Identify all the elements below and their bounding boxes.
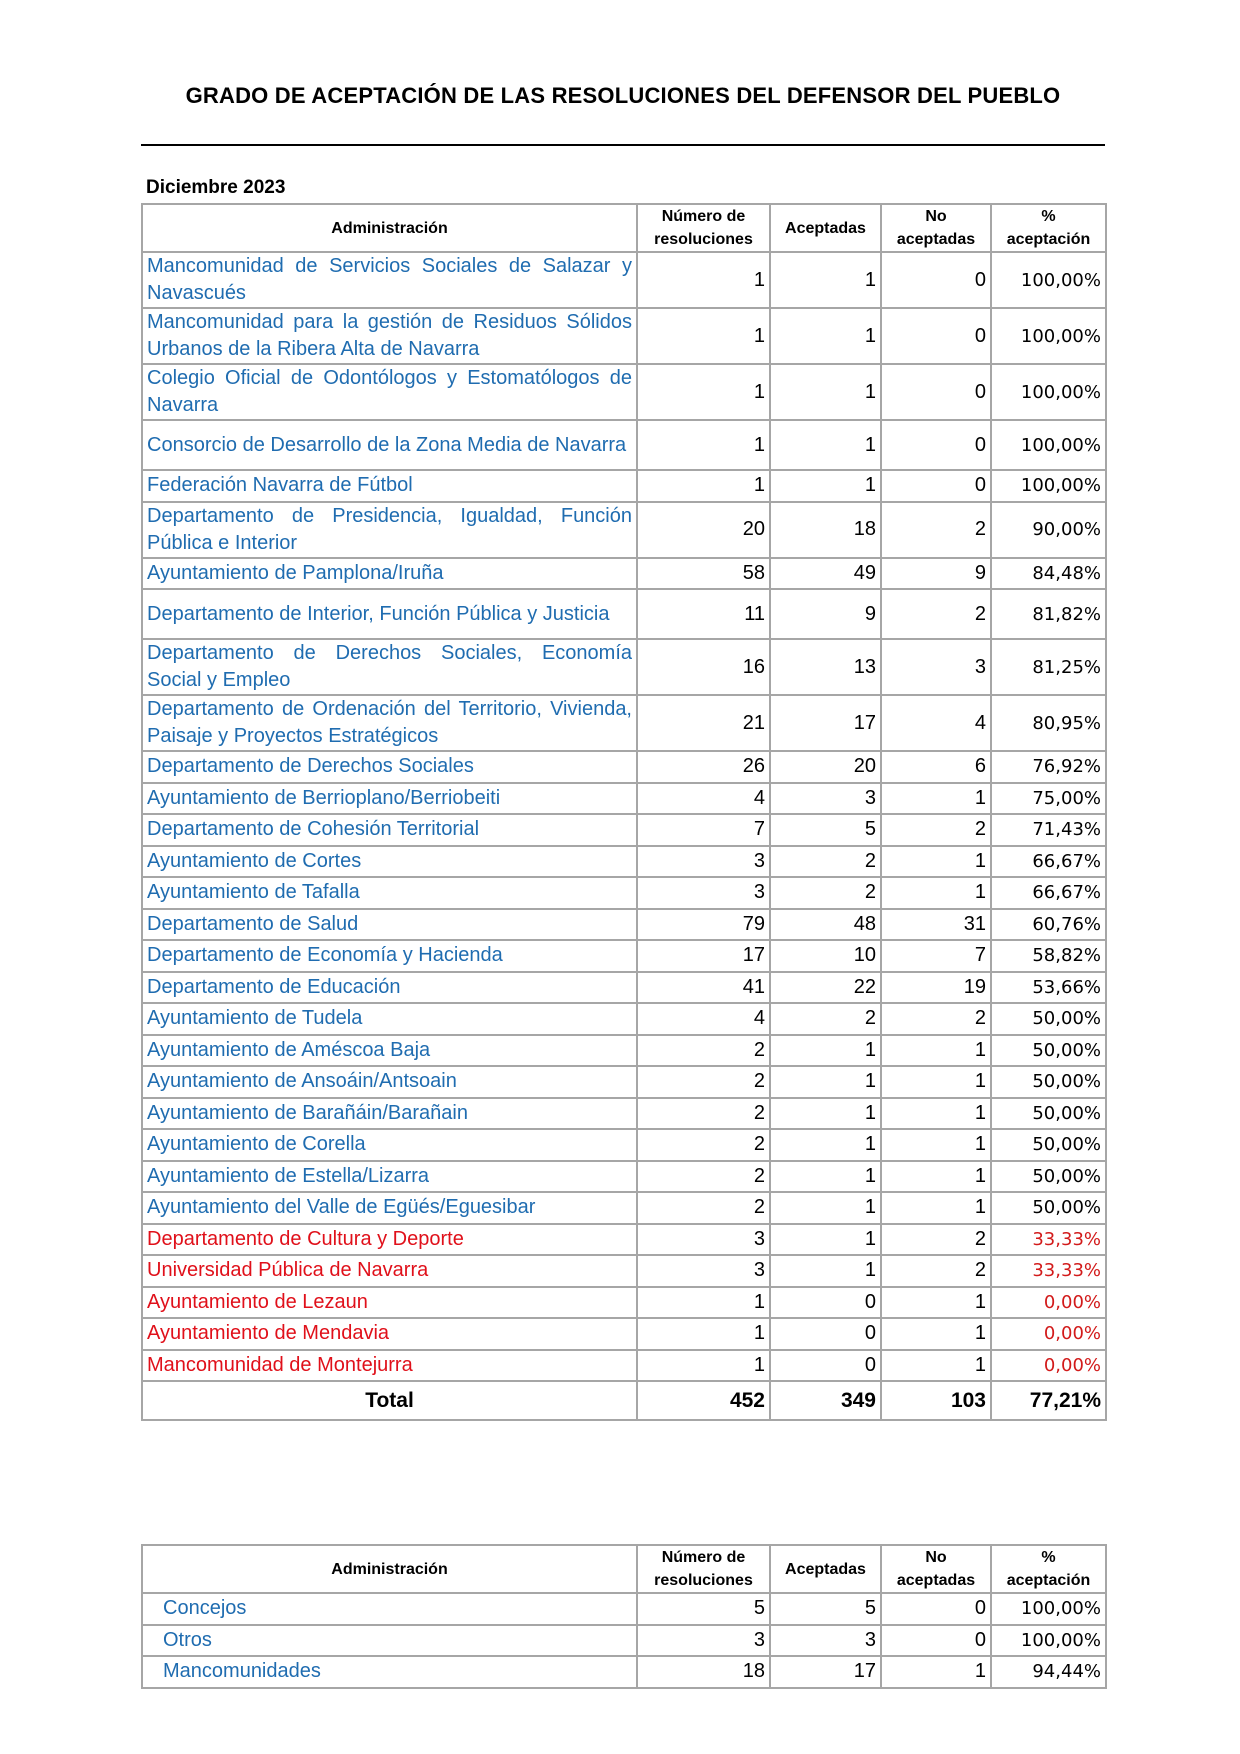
administracion-name: Departamento de Interior, Función Pública y Justicia bbox=[142, 589, 637, 639]
aceptacion-percent: 84,48% bbox=[991, 558, 1106, 590]
no-aceptadas-count: 19 bbox=[881, 972, 991, 1004]
resoluciones-count: 41 bbox=[637, 972, 770, 1004]
table-row bbox=[142, 1161, 1106, 1193]
resoluciones-count: 79 bbox=[637, 909, 770, 941]
no-aceptadas-count: 7 bbox=[881, 940, 991, 972]
aceptadas-count: 22 bbox=[770, 972, 881, 1004]
aceptacion-percent: 33,33% bbox=[991, 1224, 1106, 1256]
administracion-name: Colegio Oficial de Odontólogos y Estomatólogos de Navarra bbox=[142, 364, 637, 420]
aceptadas-count: 2 bbox=[770, 877, 881, 909]
aceptacion-percent: 60,76% bbox=[991, 909, 1106, 941]
no-aceptadas-count: 0 bbox=[881, 308, 991, 364]
summary-aceptacion-percent: 100,00% bbox=[991, 1593, 1106, 1625]
aceptacion-percent: 33,33% bbox=[991, 1255, 1106, 1287]
no-aceptadas-count: 2 bbox=[881, 1003, 991, 1035]
summary-col-header-no-aceptadas: No aceptadas bbox=[881, 1545, 991, 1593]
administracion-name: Departamento de Ordenación del Territorio, Vivienda, Paisaje y Proyectos Estratégicos bbox=[142, 695, 637, 751]
no-aceptadas-count: 0 bbox=[881, 420, 991, 470]
aceptacion-percent: 81,25% bbox=[991, 639, 1106, 695]
aceptacion-percent: 50,00% bbox=[991, 1161, 1106, 1193]
table-row bbox=[142, 470, 1106, 502]
aceptadas-count: 13 bbox=[770, 639, 881, 695]
table-row bbox=[142, 1350, 1106, 1382]
administracion-name: Departamento de Derechos Sociales, Economía Social y Empleo bbox=[142, 639, 637, 695]
col-header-porcentaje: % aceptación bbox=[991, 204, 1106, 252]
administracion-name: Ayuntamiento de Mendavia bbox=[142, 1318, 637, 1350]
aceptacion-percent: 50,00% bbox=[991, 1098, 1106, 1130]
resoluciones-count: 2 bbox=[637, 1129, 770, 1161]
table-row bbox=[142, 1003, 1106, 1035]
aceptadas-count: 48 bbox=[770, 909, 881, 941]
title-divider bbox=[141, 144, 1105, 146]
aceptacion-percent: 0,00% bbox=[991, 1318, 1106, 1350]
resoluciones-count: 11 bbox=[637, 589, 770, 639]
summary-aceptacion-percent: 100,00% bbox=[991, 1625, 1106, 1657]
table-row bbox=[142, 558, 1106, 590]
aceptacion-percent: 53,66% bbox=[991, 972, 1106, 1004]
administracion-name: Ayuntamiento de Cortes bbox=[142, 846, 637, 878]
summary-no-aceptadas-count: 0 bbox=[881, 1625, 991, 1657]
resoluciones-count: 21 bbox=[637, 695, 770, 751]
aceptadas-count: 1 bbox=[770, 1255, 881, 1287]
table-row bbox=[142, 364, 1106, 420]
no-aceptadas-count: 0 bbox=[881, 364, 991, 420]
table-row bbox=[142, 783, 1106, 815]
aceptadas-count: 1 bbox=[770, 1192, 881, 1224]
aceptadas-count: 1 bbox=[770, 1224, 881, 1256]
table-row bbox=[142, 308, 1106, 364]
no-aceptadas-count: 1 bbox=[881, 1287, 991, 1319]
administracion-name: Departamento de Salud bbox=[142, 909, 637, 941]
administracion-name: Mancomunidad de Montejurra bbox=[142, 1350, 637, 1382]
summary-row bbox=[142, 1593, 1106, 1625]
administracion-name: Departamento de Presidencia, Igualdad, Función Pública e Interior bbox=[142, 502, 637, 558]
aceptacion-percent: 76,92% bbox=[991, 751, 1106, 783]
aceptacion-percent: 50,00% bbox=[991, 1003, 1106, 1035]
summary-no-aceptadas-count: 0 bbox=[881, 1593, 991, 1625]
administracion-name: Departamento de Economía y Hacienda bbox=[142, 940, 637, 972]
administracion-name: Departamento de Educación bbox=[142, 972, 637, 1004]
aceptadas-count: 0 bbox=[770, 1287, 881, 1319]
administracion-name: Ayuntamiento de Berrioplano/Berriobeiti bbox=[142, 783, 637, 815]
resoluciones-count: 1 bbox=[637, 470, 770, 502]
table-row bbox=[142, 1129, 1106, 1161]
resoluciones-count: 1 bbox=[637, 308, 770, 364]
summary-col-header-administracion: Administración bbox=[142, 1545, 637, 1593]
administracion-name: Ayuntamiento de Barañáin/Barañain bbox=[142, 1098, 637, 1130]
table-row bbox=[142, 940, 1106, 972]
resoluciones-count: 26 bbox=[637, 751, 770, 783]
administracion-name: Departamento de Derechos Sociales bbox=[142, 751, 637, 783]
resoluciones-count: 2 bbox=[637, 1161, 770, 1193]
aceptadas-count: 1 bbox=[770, 1161, 881, 1193]
table-row bbox=[142, 589, 1106, 639]
resoluciones-count: 3 bbox=[637, 877, 770, 909]
aceptadas-count: 2 bbox=[770, 1003, 881, 1035]
total-aceptadas: 349 bbox=[770, 1381, 881, 1420]
summary-administracion-name: Mancomunidades bbox=[142, 1656, 637, 1688]
resoluciones-count: 1 bbox=[637, 1318, 770, 1350]
administracion-name: Universidad Pública de Navarra bbox=[142, 1255, 637, 1287]
table-row bbox=[142, 639, 1106, 695]
summary-col-header-aceptadas: Aceptadas bbox=[770, 1545, 881, 1593]
aceptadas-count: 1 bbox=[770, 420, 881, 470]
col-header-administracion: Administración bbox=[142, 204, 637, 252]
aceptacion-percent: 100,00% bbox=[991, 252, 1106, 308]
summary-header-row bbox=[142, 1545, 1106, 1593]
summary-aceptadas-count: 17 bbox=[770, 1656, 881, 1688]
aceptadas-count: 1 bbox=[770, 308, 881, 364]
table-row bbox=[142, 1318, 1106, 1350]
aceptadas-count: 17 bbox=[770, 695, 881, 751]
resoluciones-count: 1 bbox=[637, 1350, 770, 1382]
table-row bbox=[142, 877, 1106, 909]
aceptacion-percent: 0,00% bbox=[991, 1287, 1106, 1319]
no-aceptadas-count: 2 bbox=[881, 1255, 991, 1287]
page-title: GRADO DE ACEPTACIÓN DE LAS RESOLUCIONES DEL DEFENSOR DEL PUEBLO bbox=[185, 83, 1061, 108]
resolutions-table bbox=[141, 203, 1107, 1421]
resoluciones-count: 20 bbox=[637, 502, 770, 558]
administracion-name: Departamento de Cultura y Deporte bbox=[142, 1224, 637, 1256]
no-aceptadas-count: 6 bbox=[881, 751, 991, 783]
resoluciones-count: 16 bbox=[637, 639, 770, 695]
no-aceptadas-count: 1 bbox=[881, 1161, 991, 1193]
table-row bbox=[142, 1224, 1106, 1256]
resoluciones-count: 58 bbox=[637, 558, 770, 590]
administracion-name: Ayuntamiento de Lezaun bbox=[142, 1287, 637, 1319]
aceptadas-count: 10 bbox=[770, 940, 881, 972]
no-aceptadas-count: 1 bbox=[881, 1098, 991, 1130]
table-row bbox=[142, 502, 1106, 558]
resoluciones-count: 17 bbox=[637, 940, 770, 972]
no-aceptadas-count: 2 bbox=[881, 814, 991, 846]
table-row bbox=[142, 1035, 1106, 1067]
administracion-name: Mancomunidad para la gestión de Residuos Sólidos Urbanos de la Ribera Alta de Navarra bbox=[142, 308, 637, 364]
total-row bbox=[142, 1381, 1106, 1420]
administracion-name: Ayuntamiento de Tudela bbox=[142, 1003, 637, 1035]
administracion-name: Consorcio de Desarrollo de la Zona Media de Navarra bbox=[142, 420, 637, 470]
summary-no-aceptadas-count: 1 bbox=[881, 1656, 991, 1688]
aceptadas-count: 5 bbox=[770, 814, 881, 846]
period-label: Diciembre 2023 bbox=[146, 177, 286, 198]
total-no-aceptadas: 103 bbox=[881, 1381, 991, 1420]
aceptadas-count: 1 bbox=[770, 1129, 881, 1161]
resoluciones-count: 2 bbox=[637, 1035, 770, 1067]
aceptacion-percent: 100,00% bbox=[991, 470, 1106, 502]
resoluciones-count: 2 bbox=[637, 1098, 770, 1130]
summary-administracion-name: Concejos bbox=[142, 1593, 637, 1625]
summary-table bbox=[141, 1544, 1107, 1689]
resoluciones-count: 1 bbox=[637, 420, 770, 470]
administracion-name: Departamento de Cohesión Territorial bbox=[142, 814, 637, 846]
resoluciones-count: 3 bbox=[637, 1255, 770, 1287]
resoluciones-count: 2 bbox=[637, 1066, 770, 1098]
aceptacion-percent: 58,82% bbox=[991, 940, 1106, 972]
aceptadas-count: 1 bbox=[770, 1098, 881, 1130]
no-aceptadas-count: 1 bbox=[881, 1035, 991, 1067]
administracion-name: Ayuntamiento de Améscoa Baja bbox=[142, 1035, 637, 1067]
aceptadas-count: 49 bbox=[770, 558, 881, 590]
no-aceptadas-count: 1 bbox=[881, 1350, 991, 1382]
aceptadas-count: 1 bbox=[770, 1066, 881, 1098]
no-aceptadas-count: 0 bbox=[881, 252, 991, 308]
col-header-resoluciones: Número de resoluciones bbox=[637, 204, 770, 252]
summary-aceptadas-count: 5 bbox=[770, 1593, 881, 1625]
table-row bbox=[142, 1255, 1106, 1287]
resoluciones-count: 1 bbox=[637, 364, 770, 420]
aceptacion-percent: 66,67% bbox=[991, 846, 1106, 878]
table-row bbox=[142, 814, 1106, 846]
table-header-row bbox=[142, 204, 1106, 252]
aceptacion-percent: 66,67% bbox=[991, 877, 1106, 909]
total-resoluciones: 452 bbox=[637, 1381, 770, 1420]
administracion-name: Ayuntamiento de Corella bbox=[142, 1129, 637, 1161]
aceptadas-count: 2 bbox=[770, 846, 881, 878]
summary-aceptadas-count: 3 bbox=[770, 1625, 881, 1657]
aceptacion-percent: 50,00% bbox=[991, 1035, 1106, 1067]
no-aceptadas-count: 1 bbox=[881, 783, 991, 815]
aceptadas-count: 20 bbox=[770, 751, 881, 783]
resoluciones-count: 1 bbox=[637, 1287, 770, 1319]
summary-aceptacion-percent: 94,44% bbox=[991, 1656, 1106, 1688]
no-aceptadas-count: 4 bbox=[881, 695, 991, 751]
aceptacion-percent: 100,00% bbox=[991, 420, 1106, 470]
summary-col-header-porcentaje: % aceptación bbox=[991, 1545, 1106, 1593]
table-row bbox=[142, 252, 1106, 308]
no-aceptadas-count: 2 bbox=[881, 589, 991, 639]
no-aceptadas-count: 31 bbox=[881, 909, 991, 941]
administracion-name: Ayuntamiento de Pamplona/Iruña bbox=[142, 558, 637, 590]
aceptacion-percent: 80,95% bbox=[991, 695, 1106, 751]
administracion-name: Ayuntamiento de Tafalla bbox=[142, 877, 637, 909]
aceptacion-percent: 0,00% bbox=[991, 1350, 1106, 1382]
administracion-name: Ayuntamiento de Ansoáin/Antsoain bbox=[142, 1066, 637, 1098]
no-aceptadas-count: 1 bbox=[881, 1066, 991, 1098]
total-porcentaje: 77,21% bbox=[991, 1381, 1106, 1420]
table-row bbox=[142, 1066, 1106, 1098]
summary-resoluciones-count: 18 bbox=[637, 1656, 770, 1688]
resoluciones-count: 4 bbox=[637, 783, 770, 815]
resoluciones-count: 1 bbox=[637, 252, 770, 308]
aceptadas-count: 3 bbox=[770, 783, 881, 815]
aceptacion-percent: 71,43% bbox=[991, 814, 1106, 846]
table-row bbox=[142, 909, 1106, 941]
no-aceptadas-count: 2 bbox=[881, 1224, 991, 1256]
summary-col-header-resoluciones: Número de resoluciones bbox=[637, 1545, 770, 1593]
resoluciones-count: 4 bbox=[637, 1003, 770, 1035]
table-row bbox=[142, 846, 1106, 878]
aceptacion-percent: 100,00% bbox=[991, 364, 1106, 420]
administracion-name: Federación Navarra de Fútbol bbox=[142, 470, 637, 502]
table-row bbox=[142, 695, 1106, 751]
administracion-name: Mancomunidad de Servicios Sociales de Salazar y Navascués bbox=[142, 252, 637, 308]
table-row bbox=[142, 1287, 1106, 1319]
summary-administracion-name: Otros bbox=[142, 1625, 637, 1657]
aceptacion-percent: 81,82% bbox=[991, 589, 1106, 639]
resoluciones-count: 3 bbox=[637, 846, 770, 878]
administracion-name: Ayuntamiento del Valle de Egüés/Eguesibar bbox=[142, 1192, 637, 1224]
aceptadas-count: 9 bbox=[770, 589, 881, 639]
aceptadas-count: 1 bbox=[770, 364, 881, 420]
summary-row bbox=[142, 1625, 1106, 1657]
table-row bbox=[142, 972, 1106, 1004]
resoluciones-count: 7 bbox=[637, 814, 770, 846]
summary-resoluciones-count: 5 bbox=[637, 1593, 770, 1625]
total-label: Total bbox=[142, 1381, 637, 1420]
no-aceptadas-count: 9 bbox=[881, 558, 991, 590]
col-header-aceptadas: Aceptadas bbox=[770, 204, 881, 252]
aceptacion-percent: 50,00% bbox=[991, 1192, 1106, 1224]
no-aceptadas-count: 1 bbox=[881, 1318, 991, 1350]
aceptacion-percent: 50,00% bbox=[991, 1066, 1106, 1098]
table-row bbox=[142, 420, 1106, 470]
no-aceptadas-count: 2 bbox=[881, 502, 991, 558]
aceptacion-percent: 100,00% bbox=[991, 308, 1106, 364]
no-aceptadas-count: 1 bbox=[881, 846, 991, 878]
aceptacion-percent: 90,00% bbox=[991, 502, 1106, 558]
aceptadas-count: 0 bbox=[770, 1318, 881, 1350]
aceptadas-count: 18 bbox=[770, 502, 881, 558]
aceptadas-count: 1 bbox=[770, 1035, 881, 1067]
resoluciones-count: 2 bbox=[637, 1192, 770, 1224]
no-aceptadas-count: 3 bbox=[881, 639, 991, 695]
aceptacion-percent: 50,00% bbox=[991, 1129, 1106, 1161]
no-aceptadas-count: 1 bbox=[881, 1192, 991, 1224]
aceptadas-count: 0 bbox=[770, 1350, 881, 1382]
no-aceptadas-count: 0 bbox=[881, 470, 991, 502]
table-row bbox=[142, 1098, 1106, 1130]
aceptacion-percent: 75,00% bbox=[991, 783, 1106, 815]
table-row bbox=[142, 1192, 1106, 1224]
resoluciones-count: 3 bbox=[637, 1224, 770, 1256]
col-header-no-aceptadas: No aceptadas bbox=[881, 204, 991, 252]
administracion-name: Ayuntamiento de Estella/Lizarra bbox=[142, 1161, 637, 1193]
table-row bbox=[142, 751, 1106, 783]
aceptadas-count: 1 bbox=[770, 470, 881, 502]
summary-resoluciones-count: 3 bbox=[637, 1625, 770, 1657]
summary-row bbox=[142, 1656, 1106, 1688]
no-aceptadas-count: 1 bbox=[881, 877, 991, 909]
aceptadas-count: 1 bbox=[770, 252, 881, 308]
no-aceptadas-count: 1 bbox=[881, 1129, 991, 1161]
